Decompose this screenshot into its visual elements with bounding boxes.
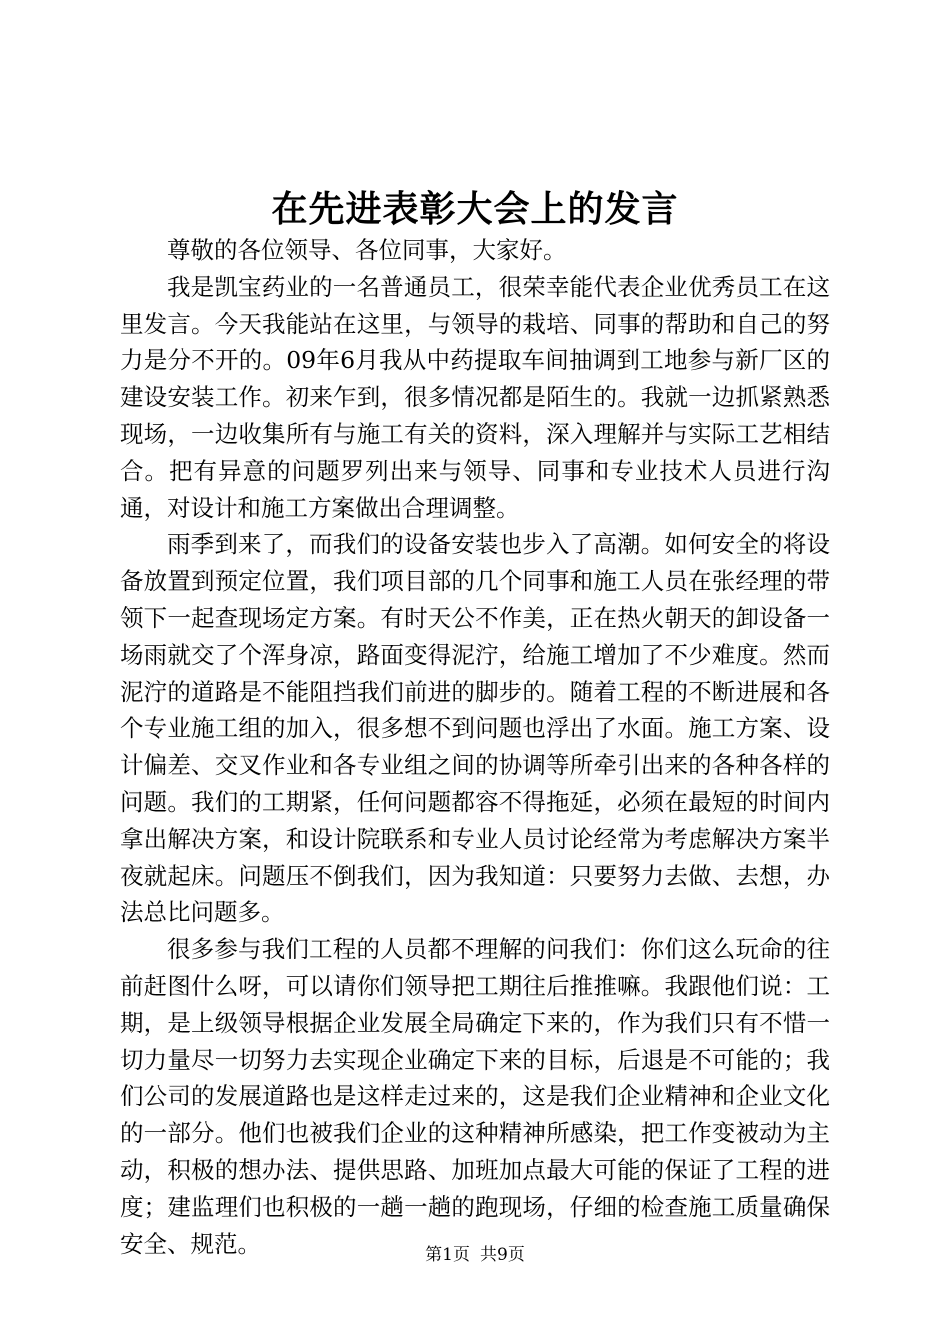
document-title: 在先进表彰大会上的发言 — [271, 188, 679, 230]
page-number: 第1页 — [425, 1245, 470, 1265]
paragraph-schedule: 很多参与我们工程的人员都不理解的问我们：你们这么玩命的往前赶图什么呀，可以请你们领导把工期往后推推嘛。我跟他们说：工期，是上级领导根据企业发展全局确定下来的，作为我们只有不惜一切力量尽一切努力去实现企业确定下来的目标，后退是不可能的；我们公司的发展道路也是这样走过来的，这是我们企业精神和企业文化的一部分。他们也被我们企业的这种精神所感染，把工作变被动为主动，积极的想办法、提供思路、加班加点最大可能的保证了工程的进度；建监理们也积极的一趟一趟的跑现场，仔细的检查施工质量确保安全、规范。 — [120, 935, 830, 1258]
paragraph-rainy-season: 雨季到来了，而我们的设备安装也步入了高潮。如何安全的将设备放置到预定位置，我们项目部的几个同事和施工人员在张经理的带领下一起查现场定方案。有时天公不作美，正在热火朝天的卸设备一场雨就交了个浑身凉，路面变得泥泞，给施工增加了不少难度。然而泥泞的道路是不能阻挡我们前进的脚步的。随着工程的不断进展和各个专业施工组的加入，很多想不到问题也浮出了水面。施工方案、设计偏差、交叉作业和各专业组之间的协调等所牵引出来的各种各样的问题。我们的工期紧，任何问题都容不得拖延，必须在最短的时间内拿出解决方案，和设计院联系和专业人员讨论经常为考虑解决方案半夜就起床。问题压不倒我们，因为我知道：只要努力去做、去想，办法总比问题多。 — [120, 530, 830, 927]
page-footer — [0, 1243, 950, 1267]
paragraph-greeting: 尊敬的各位领导、各位同事，大家好。 — [167, 236, 567, 264]
page-total: 共9页 — [480, 1245, 525, 1265]
document-body — [120, 232, 830, 1262]
document-page — [120, 0, 830, 1344]
paragraph-introduction: 我是凯宝药业的一名普通员工，很荣幸能代表企业优秀员工在这里发言。今天我能站在这里，与领导的栽培、同事的帮助和自己的努力是分不开的。09年6月我从中药提取车间抽调到工地参与新厂区的建设安装工作。初来乍到，很多情况都是陌生的。我就一边抓紧熟悉现场，一边收集所有与施工有关的资料，深入理解并与实际工艺相结合。把有异意的问题罗列出来与领导、同事和专业技术人员进行沟通，对设计和施工方案做出合理调整。 — [120, 272, 830, 522]
